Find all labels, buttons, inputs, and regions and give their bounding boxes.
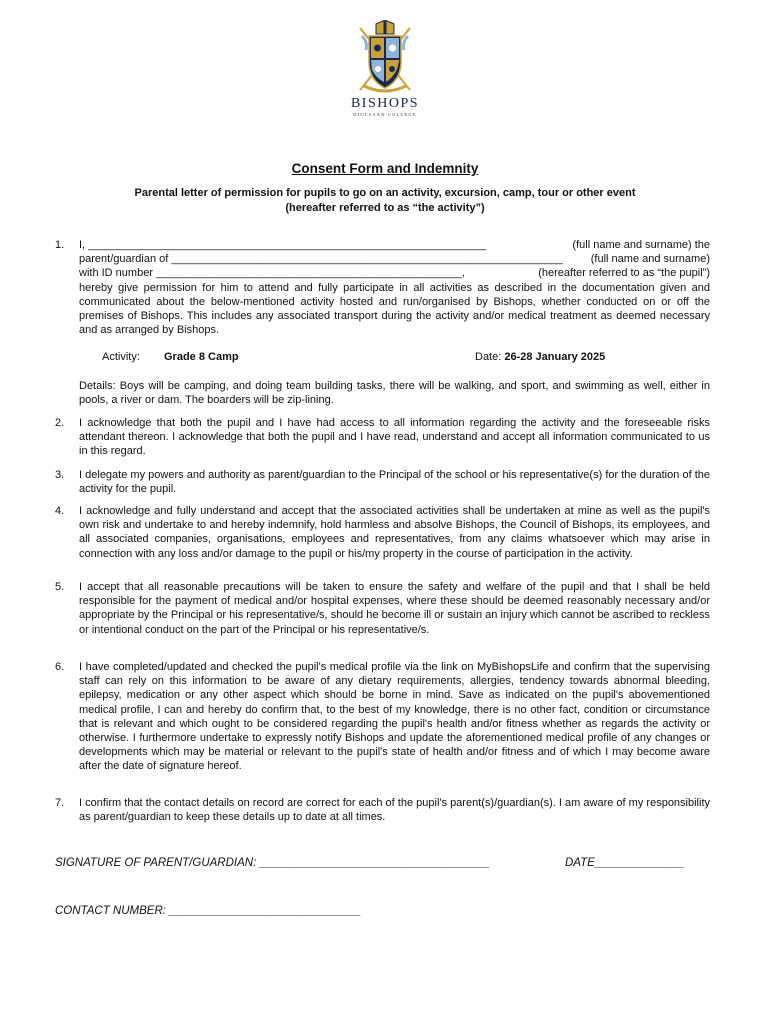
- date-label: Date:: [475, 351, 502, 363]
- activity-date: [475, 351, 605, 363]
- clause-text: I delegate my powers and authority as parent/guardian to the Principal of the school or his representative(s) for the duration of the activity for the pupil.: [79, 469, 710, 496]
- full-name-field[interactable]: I, _________________________________________________________________: [79, 239, 486, 251]
- clause-4: [55, 504, 710, 561]
- clause-number: 3.: [55, 469, 65, 481]
- pupil-name-line: [79, 252, 710, 266]
- date-field[interactable]: DATE______________: [565, 857, 685, 869]
- page-title: Consent Form and Indemnity: [291, 161, 479, 176]
- crest-icon: [354, 20, 416, 94]
- date-value: 26-28 January 2025: [504, 351, 606, 363]
- clause-2: [55, 416, 710, 459]
- subtitle-line-1: Parental letter of permission for pupils to go on an activity, excursion, camp, tour or other event: [134, 187, 636, 199]
- clause-number: 7.: [55, 797, 65, 809]
- clause-number: 2.: [55, 417, 65, 429]
- details-text: Details: Boys will be camping, and doing team building tasks, there will be walking, and sport, and swimming as well, either in pools, a river or dam. The boarders will be zip-lining.: [79, 380, 710, 407]
- clause-text: I acknowledge that both the pupil and I have had access to all information regarding the activity and the foreseeable risks attendant thereon. I acknowledge that both the pupil and I have read, understand and accept all information communicated to us in this regard.: [79, 417, 710, 458]
- clause-text: I accept that all reasonable precautions will be taken to ensure the safety and welfare of the pupil and that I shall be held responsible for the payment of medical and/or hospital expenses, where these should be deemed reasonably necessary and/or appropriate by the Principal or his representative/s, should he become ill or sustain an injury which cannot be ascribed to reckless or intentional conduct on the part of the Principal or his representative/s.: [79, 581, 710, 636]
- activity-details: [55, 379, 710, 407]
- clause-7: [55, 796, 710, 824]
- subtitle-line-2: (hereafter referred to as “the activity”): [285, 202, 485, 214]
- pupil-name-label: (full name and surname): [590, 253, 710, 266]
- id-number-field[interactable]: with ID number __________________________________________________,: [79, 267, 465, 280]
- contact-number-field[interactable]: CONTACT NUMBER: ______________________________: [55, 905, 362, 917]
- brand-name: BISHOPS: [350, 96, 420, 111]
- pupil-name-field[interactable]: parent/guardian of ________________________________________________________________: [79, 253, 563, 266]
- clause-5: [55, 580, 710, 637]
- clause-3: [55, 468, 710, 496]
- full-name-label: (full name and surname) the: [572, 239, 710, 251]
- clause-1-body: hereby give permission for him to attend and fully participate in all activities as described in the documentation given and communicated about the below-mentioned activity hosted and run/organised by Bishops, whether conducted on or off the premises of Bishops. This includes any associated transport during the activity and/or medical treatment as deemed necessary and as arranged by Bishops.: [79, 281, 710, 337]
- page-subtitle: [60, 186, 710, 216]
- clause-number: 1.: [55, 239, 65, 251]
- activity-label: Activity:: [102, 351, 140, 363]
- brand-tagline: DIOCESAN COLLEGE: [353, 112, 417, 117]
- activity-value: Grade 8 Camp: [164, 351, 239, 363]
- id-number-line: [79, 266, 710, 280]
- signature-field[interactable]: SIGNATURE OF PARENT/GUARDIAN: ____________________________________: [55, 857, 490, 869]
- clause-text: I have completed/updated and checked the pupil's medical profile via the link on MyBishopsLife and confirm that the supervising staff can rely on this information to be aware of any dietary requirements, allergies, tendency towards abnormal bleeding, epilepsy, medication or any other aspect which should be borne in mind. Save as indicated on the pupil's abovementioned medical profile, I can and hereby do confirm that, to the best of my knowledge, there is no other fact, condition or circumstance that is relevant and which ought to be considered regarding the pupil's health and/or fitness whether as regards the activity or otherwise. I furthermore undertake to expressly notify Bishops and update the aforementioned medical profile of any changes or developments which may be material or relevant to the pupil's state of health and/or fitness and of which I may become aware after the date of signature hereof.: [79, 661, 710, 773]
- clause-6: [55, 660, 710, 774]
- full-name-line: [79, 238, 710, 252]
- id-number-label: (hereafter referred to as “the pupil”): [538, 267, 710, 280]
- clause-number: 5.: [55, 581, 65, 593]
- clause-number: 4.: [55, 505, 65, 517]
- clause-1: [55, 238, 710, 337]
- clause-number: 6.: [55, 661, 65, 673]
- clause-text: I acknowledge and fully understand and accept that the associated activities shall be undertaken at mine as well as the pupil's own risk and undertake to and hereby indemnify, hold harmless and absolve Bishops, the Council of Bishops, its employees, and all associated companies, organisations, employees and representatives, from any claims whatsoever which may arise in connection with any loss and/or damage to the pupil or his/my property in the course of participation in the activity.: [79, 505, 710, 560]
- clause-text: I confirm that the contact details on record are correct for each of the pupil's parent(s)/guardian(s). I am aware of my responsibility as parent/guardian to keep these details up to date at all times.: [79, 797, 710, 824]
